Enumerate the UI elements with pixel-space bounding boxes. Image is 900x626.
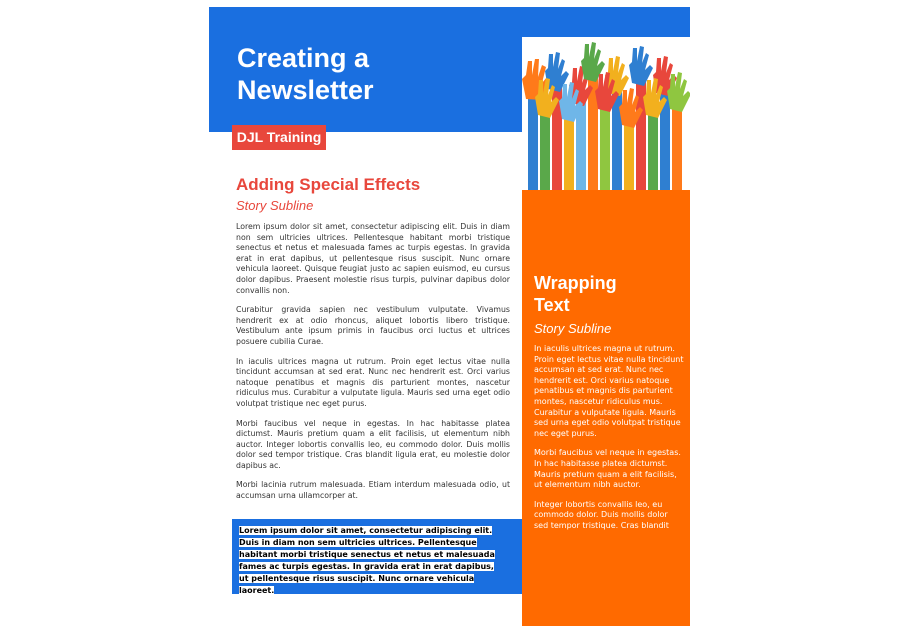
pull-quote (239, 525, 501, 597)
sidebar-paragraph: Morbi faucibus vel neque in egestas. In hac habitasse platea dictumst. Mauris pretium quam a elit facilisis, ut elementum nibh auctor. (534, 448, 681, 490)
sidebar-title (534, 272, 617, 316)
title-line-2: Newsletter (237, 75, 374, 105)
story-paragraph: Morbi lacinia rutrum malesuada. Etiam interdum malesuada odio, ut accumsan urna ullamcorper at. (236, 480, 510, 501)
story-paragraph: In iaculis ultrices magna ut rutrum. Proin eget lectus vitae nulla tincidunt accumsan at sed erat. Nunc nec hendrerit est. Orci varius natoque penatibus et magnis dis parturient montes, nascetur ridiculus mus. Curabitur a vulputate ligula. Mauris sed urna eget odio volutpat tristique nec eget purus. (236, 356, 510, 408)
story-paragraph: Morbi faucibus vel neque in egestas. In hac habitasse platea dictumst. Mauris pretium quam a elit facilisis, ut elementum nibh auctor. Integer lobortis convallis leo, eu commodo dolor. Duis mollis dolor sed tempor tristique. Cras blandit ligula erat, eu molestie dolor dapibus ac. (236, 418, 510, 470)
sidebar-title-line-2: Text (534, 295, 570, 315)
story-body (236, 222, 510, 511)
title-line-1: Creating a (237, 43, 370, 73)
sidebar-title-line-1: Wrapping (534, 273, 617, 293)
djl-training-badge: DJL Training (232, 125, 326, 150)
story-subline: Story Subline (236, 198, 314, 213)
sidebar-paragraph: Integer lobortis convallis leo, eu commodo dolor. Duis mollis dolor sed tempor tristique. Cras blandit (534, 499, 669, 530)
story-paragraph: Curabitur gravida sapien nec vestibulum vulputate. Vivamus hendrerit ex at odio rhoncus, aliquet lobortis libero tristique. Vestibulum ante ipsum primis in faucibus orci luctus et ultrices posuere cubilia Curae. (236, 305, 510, 346)
hands-group (522, 42, 690, 197)
sidebar-body (534, 344, 684, 541)
story-paragraph: Lorem ipsum dolor sit amet, consectetur adipiscing elit. Duis in diam non sem ultricies ultrices. Pellentesque habitant morbi tristique senectus et netus et malesuada fames ac turpis egestas. In gravida erat in erat dapibus, ut pellentesque risus suscipit. Nunc ornare vehicula laoreet. Quisque feugiat justo ac sapien euismod, eu cursus dolor dapibus. Praesent molestie risus turpis, pulvinar dapibus dolor convallis non. (236, 222, 510, 295)
raised-hands-image (522, 37, 690, 197)
raised-hands-illustration (522, 37, 690, 197)
sidebar-wrapping-text (522, 190, 690, 626)
sidebar-subline: Story Subline (534, 321, 612, 336)
newsletter-page (209, 7, 690, 626)
pull-quote-text: Lorem ipsum dolor sit amet, consectetur adipiscing elit. Duis in diam non sem ultricies ultrices. Pellentesque habitant morbi tristique senectus et netus et malesuada fames ac turpis egestas. In gravida erat in erat dapibus, ut pellentesque risus suscipit. Nunc ornare vehicula laoreet. (239, 526, 495, 595)
sidebar-paragraph: In iaculis ultrices magna ut rutrum. Proin eget lectus vitae nulla tincidunt accumsan at sed erat. Nunc nec hendrerit est. Orci varius natoque penatibus et magnis dis parturient montes, nascetur ridiculus mus. Curabitur a vulputate ligula. Mauris sed urna eget odio volutpat tristique nec eget purus. (534, 344, 684, 438)
pull-quote-box (232, 519, 522, 594)
newsletter-title (237, 42, 374, 106)
story-title: Adding Special Effects (236, 175, 421, 194)
